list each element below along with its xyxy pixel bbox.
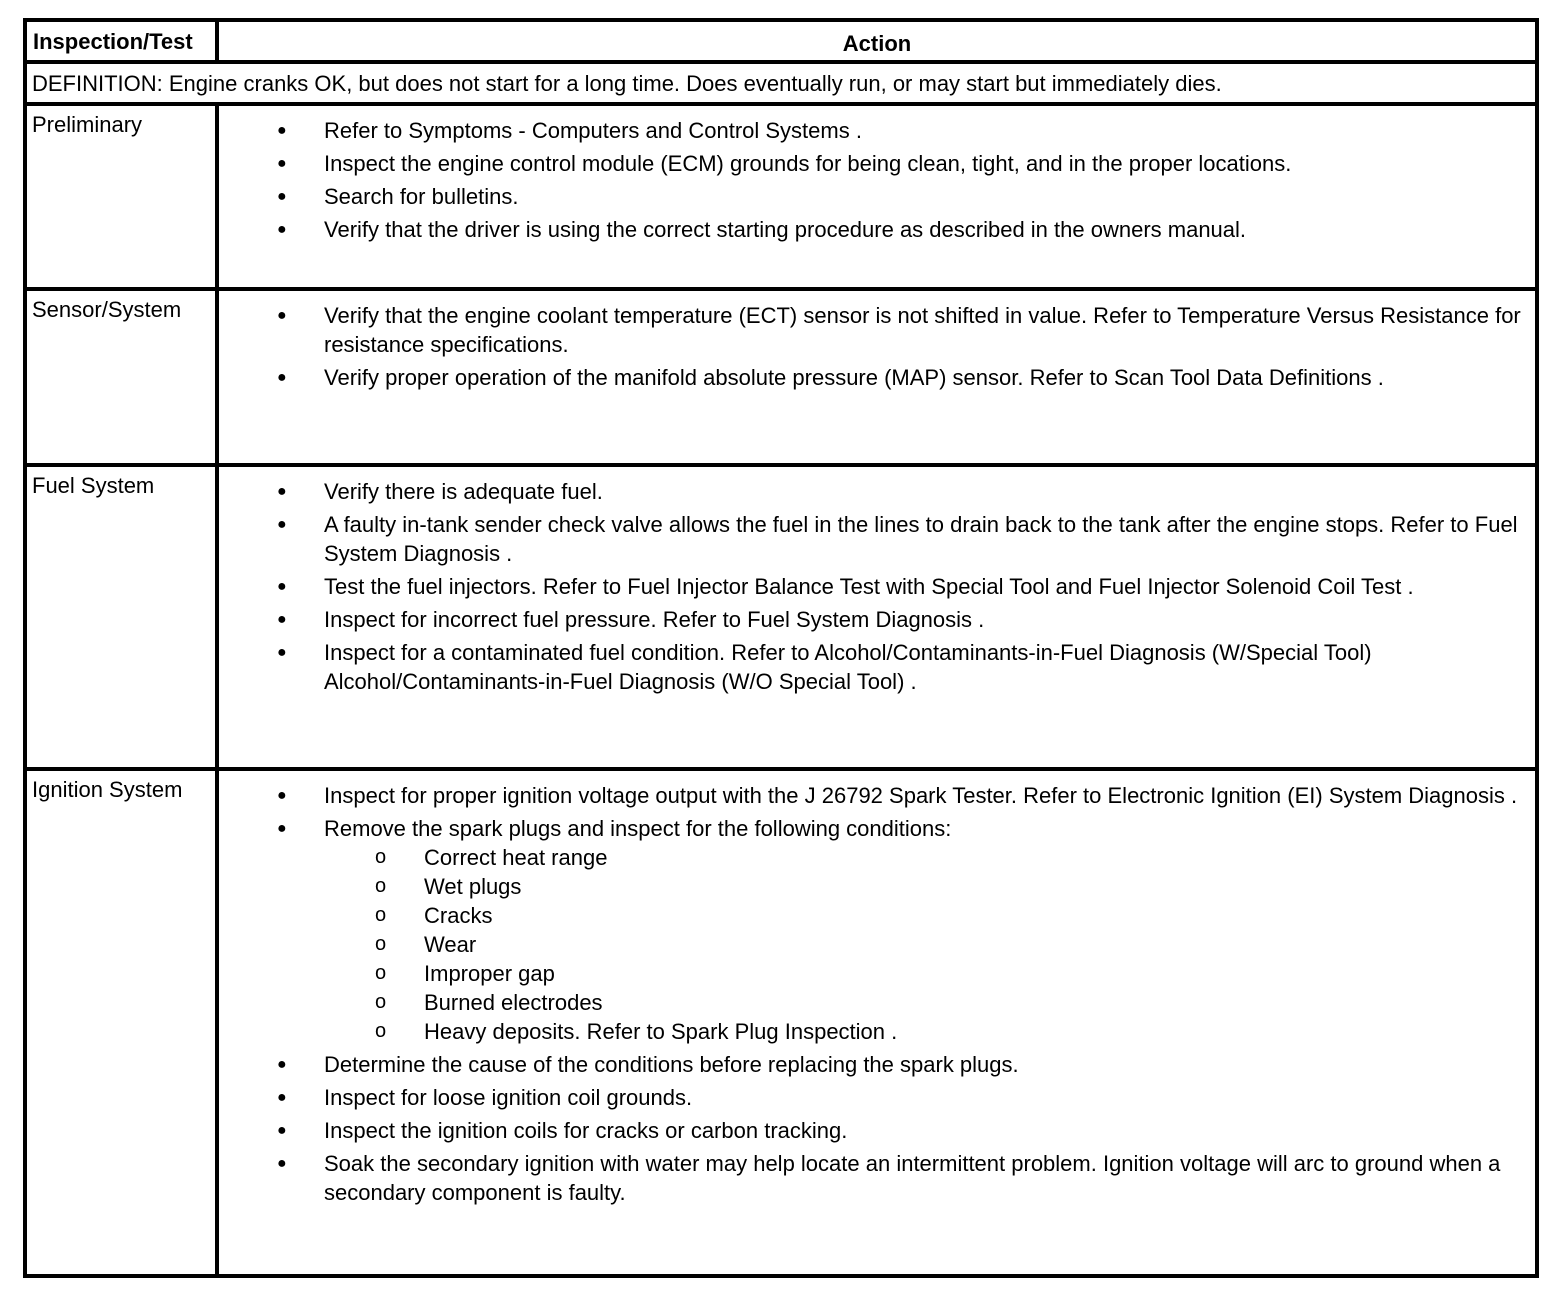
definition-row: [27, 64, 1535, 106]
bullet-icon: ●: [277, 820, 287, 837]
diagnostic-table: [23, 18, 1539, 1278]
definition-text: DEFINITION: Engine cranks OK, but does not start for a long time. Does eventually run, or may start but immediately dies.: [32, 71, 1222, 96]
list-item: ● Inspect for loose ignition coil grounds.: [277, 1085, 693, 1110]
list-item: ● Determine the cause of the conditions before replacing the spark plugs.: [277, 1052, 1019, 1077]
header-inspection-test: Inspection/Test: [27, 22, 219, 60]
sub-list-item: o Cracks: [375, 903, 493, 928]
bullet-icon: ●: [277, 221, 287, 238]
table-header-row: [27, 22, 1535, 64]
bullet-icon: ●: [277, 307, 287, 324]
list-item: ● Inspect for incorrect fuel pressure. Refer to Fuel System Diagnosis .: [277, 607, 985, 632]
list-item: ● Verify that the driver is using the correct starting procedure as described in the owners manual.: [277, 217, 1247, 242]
sub-list-item: o Improper gap: [375, 961, 555, 986]
bullet-icon: ●: [277, 787, 287, 804]
table-row-sensor-system: [27, 291, 1535, 467]
table-row-preliminary: [27, 106, 1535, 291]
sub-list-item: o Burned electrodes: [375, 990, 603, 1015]
row-label: Fuel System: [27, 467, 219, 767]
circle-bullet-icon: o: [375, 846, 387, 868]
row-label: Sensor/System: [27, 291, 219, 463]
circle-bullet-icon: o: [375, 904, 387, 926]
bullet-icon: ●: [277, 1122, 287, 1139]
sub-list-item: o Wear: [375, 932, 477, 957]
bullet-icon: ●: [277, 611, 287, 628]
bullet-icon: ●: [277, 1155, 287, 1172]
list-item: ● Verify there is adequate fuel.: [277, 479, 603, 504]
bullet-icon: ●: [277, 483, 287, 500]
action-cell: [219, 771, 1535, 1274]
list-item: ● Refer to Symptoms - Computers and Control Systems .: [277, 118, 862, 143]
list-item: ● Inspect for proper ignition voltage output with the J 26792 Spark Tester. Refer to Electronic Ignition (EI) System Diagnosis .: [277, 783, 1518, 808]
sub-list-item: o Correct heat range: [375, 845, 608, 870]
list-item: ● Inspect the ignition coils for cracks or carbon tracking.: [277, 1118, 848, 1143]
list-item: ● Verify proper operation of the manifold absolute pressure (MAP) sensor. Refer to Scan Tool Data Definitions .: [277, 365, 1384, 390]
table-row-fuel-system: [27, 467, 1535, 771]
header-action: Action: [842, 31, 912, 56]
list-item: ● Search for bulletins.: [277, 184, 519, 209]
bullet-icon: ●: [277, 1056, 287, 1073]
bullet-icon: ●: [277, 188, 287, 205]
row-label: Ignition System: [27, 771, 219, 1274]
list-item: ● A faulty in-tank sender check valve allows the fuel in the lines to drain back to the tank after the engine stops. Refer to Fuel System Diagnosis .: [277, 512, 1518, 566]
list-item: ● Test the fuel injectors. Refer to Fuel Injector Balance Test with Special Tool and Fuel Injector Solenoid Coil Test .: [277, 574, 1414, 599]
list-item: ● Remove the spark plugs and inspect for the following conditions:: [277, 816, 952, 841]
bullet-icon: ●: [277, 1089, 287, 1106]
bullet-icon: ●: [277, 644, 287, 661]
bullet-icon: ●: [277, 578, 287, 595]
list-item: ● Soak the secondary ignition with water may help locate an intermittent problem. Ignition voltage will arc to ground when a secondary component is faulty.: [277, 1151, 1501, 1205]
circle-bullet-icon: o: [375, 933, 387, 955]
action-cell: [219, 291, 1535, 463]
circle-bullet-icon: o: [375, 1020, 387, 1042]
bullet-icon: ●: [277, 369, 287, 386]
sub-list-item: o Wet plugs: [375, 874, 522, 899]
action-cell: [219, 467, 1535, 767]
action-cell: [219, 106, 1535, 287]
circle-bullet-icon: o: [375, 962, 387, 984]
list-item: ● Inspect for a contaminated fuel condition. Refer to Alcohol/Contaminants-in-Fuel Diagnosis (W/Special Tool) Alcohol/Contaminants-in-Fuel Diagnosis (W/O Special Tool) .: [277, 640, 1372, 694]
sub-list-item: o Heavy deposits. Refer to Spark Plug Inspection .: [375, 1019, 898, 1044]
circle-bullet-icon: o: [375, 991, 387, 1013]
bullet-icon: ●: [277, 516, 287, 533]
circle-bullet-icon: o: [375, 875, 387, 897]
table-row-ignition-system: [27, 771, 1535, 1274]
row-label: Preliminary: [27, 106, 219, 287]
bullet-icon: ●: [277, 155, 287, 172]
bullet-icon: ●: [277, 122, 287, 139]
list-item: ● Verify that the engine coolant temperature (ECT) sensor is not shifted in value. Refer to Temperature Versus Resistance for resistance specifications.: [277, 303, 1521, 357]
list-item: ● Inspect the engine control module (ECM) grounds for being clean, tight, and in the proper locations.: [277, 151, 1292, 176]
